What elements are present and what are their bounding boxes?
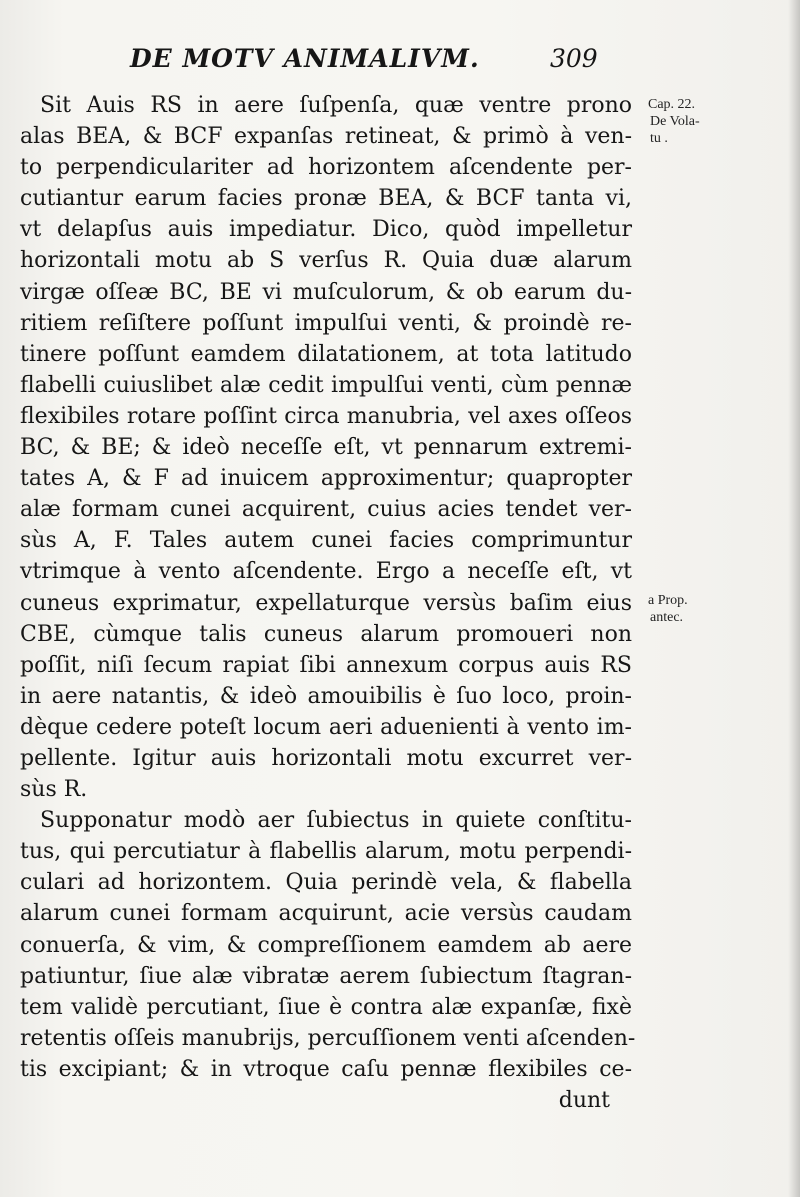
text-line: tinere poſſunt eamdem dilatationem, at tota latitudo [20,341,632,367]
catchword: dunt [558,1088,610,1113]
text-line: conuerſa, & vim, & compreſſionem eamdem ab aere [20,932,632,958]
text-line: tus, qui percutiatur à flabellis alarum, motu perpendi- [20,839,632,865]
margin-note-proposition [648,592,788,626]
page-edge-shadow [788,0,800,1197]
text-line: culari ad horizontem. Quia perindè vela, & flabella [20,870,632,896]
text-line: retentis oſſeis manubrijs, percuſſionem venti aſcenden- [20,1025,636,1051]
text-line: BC, & BE; & ideò neceſſe eſt, vt pennarum extremi- [20,435,632,461]
margin-note-line: antec. [650,610,684,625]
margin-note-line: tu . [650,131,668,146]
text-line: pellente. Igitur auis horizontali motu excurret ver- [20,745,632,771]
margin-note-line: De Vola- [650,114,700,129]
text-line: Supponatur modò aer ſubiectus in quiete conſtitu- [40,808,632,834]
text-line: flabelli cuiuslibet alæ cedit impulſui venti, cùm pennæ [20,372,632,398]
margin-note-chapter [648,96,788,147]
text-line: tem validè percutiant, ſiue è contra alæ expanſæ, fixè [20,994,632,1020]
text-line: cuneus exprimatur, expellaturque versùs baſim eius [20,590,632,616]
running-title: DE MOTV ANIMALIVM. [130,44,480,73]
text-line: sùs R. [20,777,88,803]
margin-note-line: Cap. 22. [648,97,696,112]
text-line: sùs A, F. Tales autem cunei facies comprimuntur [20,528,632,554]
text-line: cutiantur earum facies pronæ BEA, & BCF tanta vi, [20,186,632,212]
text-line: alæ formam cunei acquirent, cuius acies tendet ver- [20,497,632,523]
text-line: patiuntur, ſiue alæ vibratæ aerem ſubiectum ſtagran- [20,963,632,989]
text-line: Sit Auis RS in aere ſuſpenſa, quæ ventre prono [40,93,632,118]
text-line: dèque cedere poteſt locum aeri aduenienti à vento im- [20,714,632,740]
page-number: 309 [550,44,598,73]
text-line: vt delapſus auis impediatur. Dico, quòd impelletur [20,217,632,243]
body-text [20,90,636,1116]
text-line: ritiem reſiſtere poſſunt impulſui venti, & proindè re- [20,310,632,336]
text-line: vtrimque à vento aſcendente. Ergo a neceſſe eſt, vt [20,559,632,585]
text-line: horizontali motu ab S verſus R. Quia duæ alarum [20,248,632,274]
text-line: alarum cunei formam acquirunt, acie versùs caudam [20,901,632,927]
text-line: to perpendiculariter ad horizontem aſcendente per- [20,155,632,181]
text-line: flexibiles rotare poſſint circa manubria, vel axes oſſeos [20,403,632,429]
running-head [130,44,600,84]
text-line: poſſit, niſi ſecum rapiat ſibi annexum corpus auis RS [20,652,632,678]
text-line: tis excipiant; & in vtroque caſu pennæ flexibiles ce- [20,1056,632,1082]
text-line: tates A, & F ad inuicem approximentur; quapropter [20,466,632,492]
text-line: CBE, cùmque talis cuneus alarum promoueri non [20,621,632,647]
text-line: in aere natantis, & ideò amouibilis è ſuo loco, proin- [20,683,632,709]
margin-note-line: a Prop. [648,593,688,608]
text-line: alas BEA, & BCF expanſas retineat, & primò à ven- [20,124,632,150]
text-line: virgæ oſſeæ BC, BE vi muſculorum, & ob earum du- [20,279,632,305]
